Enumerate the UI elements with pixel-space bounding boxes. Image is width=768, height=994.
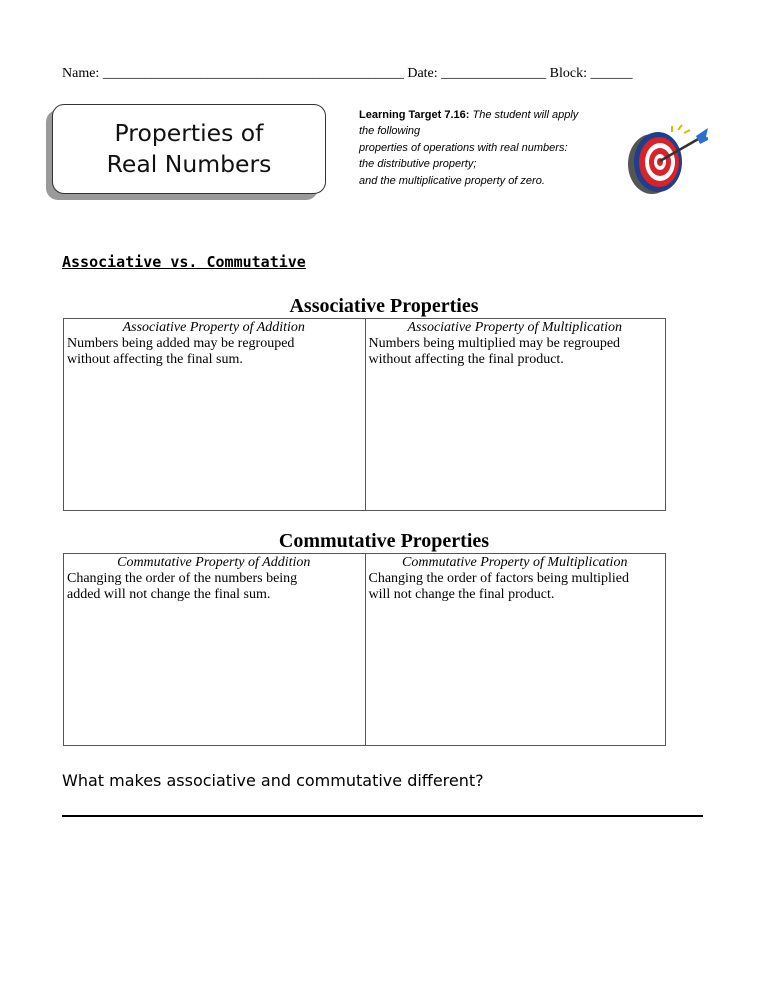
learning-target-line-3: properties of operations with real numbers: (359, 141, 568, 154)
associative-addition-line-2: without affecting the final sum. (67, 352, 243, 367)
associative-multiplication-line-2: without affecting the final product. (368, 352, 564, 367)
associative-multiplication-line-1: Numbers being multiplied may be regrouped (368, 336, 621, 351)
learning-target-line-4: the distributive property; (359, 158, 477, 171)
name-label: Name: (62, 66, 100, 81)
commutative-addition-heading: Commutative Property of Addition (117, 555, 311, 570)
title-line-1: Properties of (114, 119, 264, 147)
associative-table (63, 318, 666, 511)
title-box (52, 104, 326, 194)
learning-target (359, 107, 621, 189)
learning-target-line-5: and the multiplicative property of zero. (359, 174, 545, 187)
learning-target-line-2: the following (359, 125, 421, 138)
associative-addition-line-1: Numbers being added may be regrouped (67, 336, 295, 351)
block-label: Block: (549, 66, 587, 81)
date-blank[interactable]: _______________ (441, 66, 547, 81)
associative-multiplication-heading: Associative Property of Multiplication (407, 320, 622, 335)
target-bullseye-icon (616, 120, 708, 196)
name-blank[interactable]: ___________________________________________ (102, 66, 404, 81)
associative-multiplication-cell[interactable] (365, 319, 666, 510)
header-line (62, 66, 633, 82)
associative-addition-cell[interactable] (64, 319, 365, 510)
date-label: Date: (407, 66, 438, 81)
commutative-multiplication-line-2: will not change the final product. (368, 587, 555, 602)
answer-line[interactable] (62, 815, 703, 817)
commutative-title: Commutative Properties (278, 530, 490, 552)
commutative-addition-line-1: Changing the order of the numbers being (67, 571, 298, 586)
commutative-multiplication-line-1: Changing the order of factors being multiplied (368, 571, 629, 586)
commutative-addition-cell[interactable] (64, 554, 365, 745)
associative-title: Associative Properties (289, 295, 479, 317)
associative-addition-heading: Associative Property of Addition (122, 320, 305, 335)
learning-target-line-1: The student will apply (472, 109, 579, 121)
section-heading: Associative vs. Commutative (62, 253, 306, 271)
block-blank[interactable]: ______ (590, 66, 633, 81)
commutative-multiplication-cell[interactable] (365, 554, 666, 745)
question-prompt: What makes associative and commutative different? (62, 771, 484, 790)
commutative-addition-line-2: added will not change the final sum. (67, 587, 271, 602)
commutative-multiplication-heading: Commutative Property of Multiplication (402, 555, 628, 570)
commutative-table (63, 553, 666, 746)
learning-target-label: Learning Target 7.16: (359, 109, 470, 121)
title-line-2: Real Numbers (106, 150, 272, 178)
